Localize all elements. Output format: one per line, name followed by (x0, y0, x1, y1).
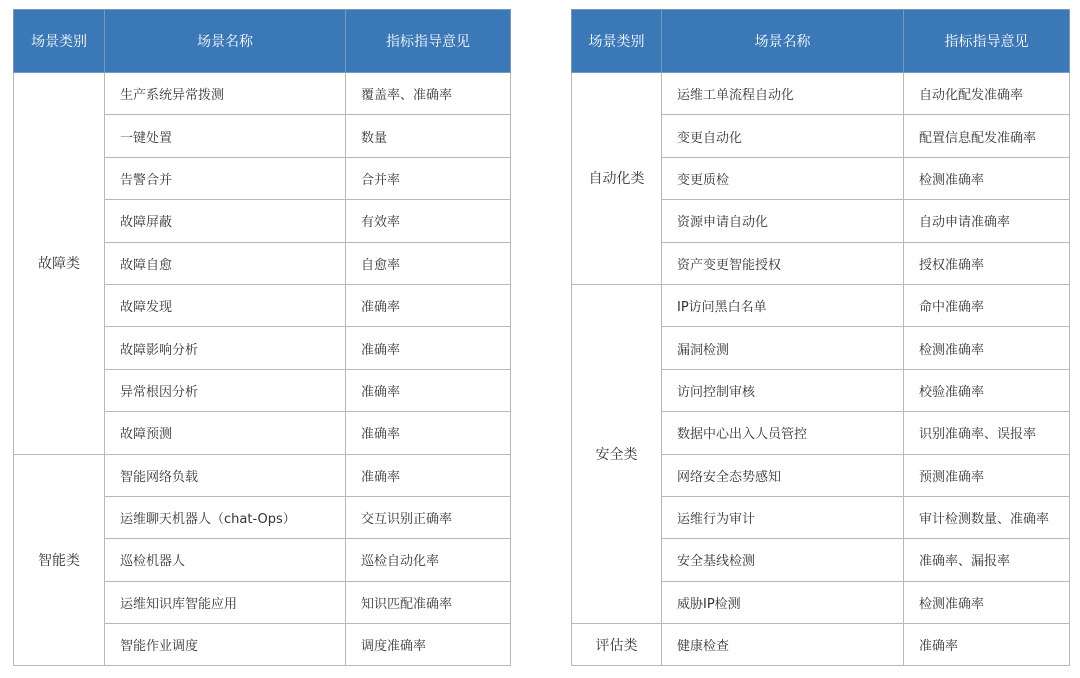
scenario-name-cell: 访问控制审核 (662, 369, 904, 411)
category-cell: 安全类 (572, 284, 662, 623)
scenario-name-cell: 故障预测 (105, 412, 346, 454)
header-row (14, 10, 511, 73)
scenario-name-cell: 运维工单流程自动化 (662, 73, 904, 115)
scenario-name-cell: 健康检查 (662, 624, 904, 666)
category-cell: 自动化类 (572, 73, 662, 285)
metric-guidance-cell: 检测准确率 (904, 327, 1070, 369)
metric-guidance-cell: 准确率 (346, 284, 511, 326)
metric-guidance-cell: 配置信息配发准确率 (904, 115, 1070, 157)
scenario-name-cell: 故障屏蔽 (105, 200, 346, 242)
metric-guidance-cell: 有效率 (346, 200, 511, 242)
scenario-name-cell: 运维知识库智能应用 (105, 581, 346, 623)
metric-guidance-cell: 预测准确率 (904, 454, 1070, 496)
metric-guidance-cell: 识别准确率、误报率 (904, 412, 1070, 454)
table-row (572, 73, 1070, 115)
metric-guidance-cell: 知识匹配准确率 (346, 581, 511, 623)
metric-guidance-cell: 准确率 (346, 454, 511, 496)
scenario-name-cell: 智能作业调度 (105, 624, 346, 666)
metric-guidance-cell: 调度准确率 (346, 624, 511, 666)
metric-guidance-cell: 命中准确率 (904, 284, 1070, 326)
header-metric-guidance: 指标指导意见 (346, 10, 511, 73)
scenario-name-cell: 智能网络负载 (105, 454, 346, 496)
scenario-name-cell: 资源申请自动化 (662, 200, 904, 242)
scenario-name-cell: 一键处置 (105, 115, 346, 157)
metric-guidance-cell: 检测准确率 (904, 157, 1070, 199)
left-scenario-table (13, 9, 511, 666)
scenario-name-cell: 网络安全态势感知 (662, 454, 904, 496)
scenario-name-cell: 变更自动化 (662, 115, 904, 157)
scenario-name-cell: 告警合并 (105, 157, 346, 199)
scenario-name-cell: 威胁IP检测 (662, 581, 904, 623)
metric-guidance-cell: 自动申请准确率 (904, 200, 1070, 242)
scenario-name-cell: 故障自愈 (105, 242, 346, 284)
metric-guidance-cell: 交互识别正确率 (346, 496, 511, 538)
scenario-name-cell: 生产系统异常拨测 (105, 73, 346, 115)
table-row (14, 73, 511, 115)
category-cell: 智能类 (14, 454, 105, 666)
header-category: 场景类别 (572, 10, 662, 73)
metric-guidance-cell: 覆盖率、准确率 (346, 73, 511, 115)
scenario-name-cell: 运维行为审计 (662, 496, 904, 538)
header-metric-guidance: 指标指导意见 (904, 10, 1070, 73)
scenario-name-cell: 运维聊天机器人（chat-Ops） (105, 496, 346, 538)
scenario-name-cell: 故障发现 (105, 284, 346, 326)
metric-guidance-cell: 自愈率 (346, 242, 511, 284)
scenario-name-cell: 资产变更智能授权 (662, 242, 904, 284)
metric-guidance-cell: 审计检测数量、准确率 (904, 496, 1070, 538)
table-row (572, 624, 1070, 666)
metric-guidance-cell: 准确率 (904, 624, 1070, 666)
metric-guidance-cell: 准确率 (346, 412, 511, 454)
header-scenario-name: 场景名称 (662, 10, 904, 73)
scenario-name-cell: 数据中心出入人员管控 (662, 412, 904, 454)
metric-guidance-cell: 准确率 (346, 369, 511, 411)
category-cell: 故障类 (14, 73, 105, 455)
metric-guidance-cell: 自动化配发准确率 (904, 73, 1070, 115)
table-row (572, 284, 1070, 326)
table-row (14, 454, 511, 496)
scenario-name-cell: 故障影响分析 (105, 327, 346, 369)
scenario-name-cell: IP访问黑白名单 (662, 284, 904, 326)
metric-guidance-cell: 校验准确率 (904, 369, 1070, 411)
scenario-name-cell: 漏洞检测 (662, 327, 904, 369)
category-cell: 评估类 (572, 624, 662, 666)
scenario-name-cell: 巡检机器人 (105, 539, 346, 581)
header-category: 场景类别 (14, 10, 105, 73)
scenario-name-cell: 异常根因分析 (105, 369, 346, 411)
metric-guidance-cell: 准确率、漏报率 (904, 539, 1070, 581)
header-scenario-name: 场景名称 (105, 10, 346, 73)
metric-guidance-cell: 授权准确率 (904, 242, 1070, 284)
metric-guidance-cell: 合并率 (346, 157, 511, 199)
metric-guidance-cell: 准确率 (346, 327, 511, 369)
metric-guidance-cell: 检测准确率 (904, 581, 1070, 623)
header-row (572, 10, 1070, 73)
right-scenario-table (571, 9, 1070, 666)
metric-guidance-cell: 数量 (346, 115, 511, 157)
scenario-name-cell: 安全基线检测 (662, 539, 904, 581)
scenario-name-cell: 变更质检 (662, 157, 904, 199)
metric-guidance-cell: 巡检自动化率 (346, 539, 511, 581)
